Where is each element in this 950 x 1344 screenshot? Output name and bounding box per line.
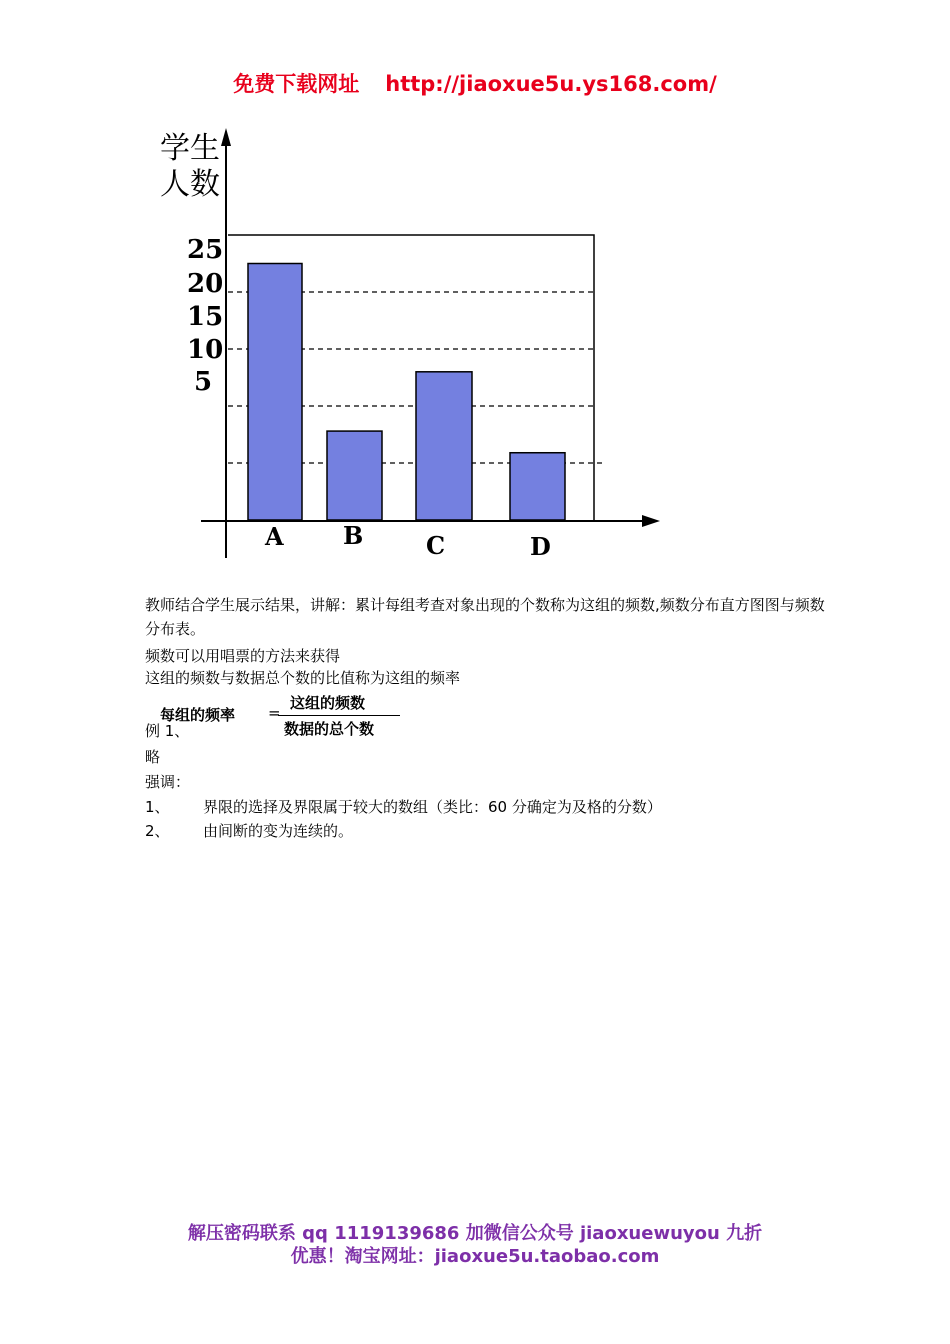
paragraph-frequency-ratio: 这组的频数与数据总个数的比值称为这组的频率 — [145, 669, 461, 687]
header-label: 免费下载网址 — [233, 72, 360, 96]
x-category-label: A — [265, 522, 284, 551]
bar-chart — [0, 120, 950, 570]
y-tick-label: 15 — [187, 302, 224, 332]
emphasis-item-number: 2、 — [145, 822, 170, 840]
x-category-label: D — [530, 532, 551, 561]
paragraph-frequency-definition: 教师结合学生展示结果，讲解：累计每组考查对象出现的个数称为这组的频数,频数分布直方图图与频数分布表。 — [145, 596, 825, 638]
emphasis-item — [145, 820, 353, 841]
page-header — [0, 68, 950, 98]
bar-a — [248, 264, 302, 521]
emphasis-item-text: 界限的选择及界限属于较大的数组（类比：60 分确定为及格的分数） — [203, 798, 662, 816]
formula-numerator: 这组的频数 — [290, 694, 366, 712]
y-axis-title: 学生 — [160, 131, 220, 166]
y-tick-label: 20 — [187, 269, 224, 299]
x-axis-arrow — [642, 515, 660, 527]
y-axis-arrow — [221, 128, 231, 146]
footer-line-2: 优惠！淘宝网址：jiaoxue5u.taobao.com — [290, 1246, 660, 1267]
fraction-bar — [278, 715, 400, 716]
y-tick-label: 10 — [187, 335, 224, 365]
footer-line-1: 解压密码联系 qq 1119139686 加微信公众号 jiaoxuewuyou 九折 — [187, 1223, 763, 1244]
paragraph-tally-method: 频数可以用唱票的方法来获得 — [145, 647, 341, 665]
x-category-label: C — [426, 531, 446, 560]
bar-b — [327, 431, 382, 520]
formula-equals: = — [268, 704, 281, 722]
y-tick-label: 25 — [187, 235, 224, 265]
x-category-label: B — [343, 521, 364, 550]
emphasis-item — [145, 796, 662, 817]
formula-denominator: 数据的总个数 — [284, 720, 375, 738]
bar-d — [510, 453, 565, 520]
y-tick-label: 5 — [194, 367, 213, 397]
formula-label: 每组的频率 — [160, 706, 236, 724]
example-label: 例 1、 — [145, 722, 190, 740]
header-site-link[interactable]: http://jiaoxue5u.ys168.com/ — [385, 72, 717, 96]
omitted-label: 略 — [145, 748, 161, 766]
y-axis-title: 人数 — [160, 167, 220, 202]
emphasis-item-text: 由间断的变为连续的。 — [203, 822, 354, 840]
bar-c — [416, 372, 472, 520]
emphasis-title: 强调： — [145, 773, 191, 791]
emphasis-item-number: 1、 — [145, 798, 170, 816]
